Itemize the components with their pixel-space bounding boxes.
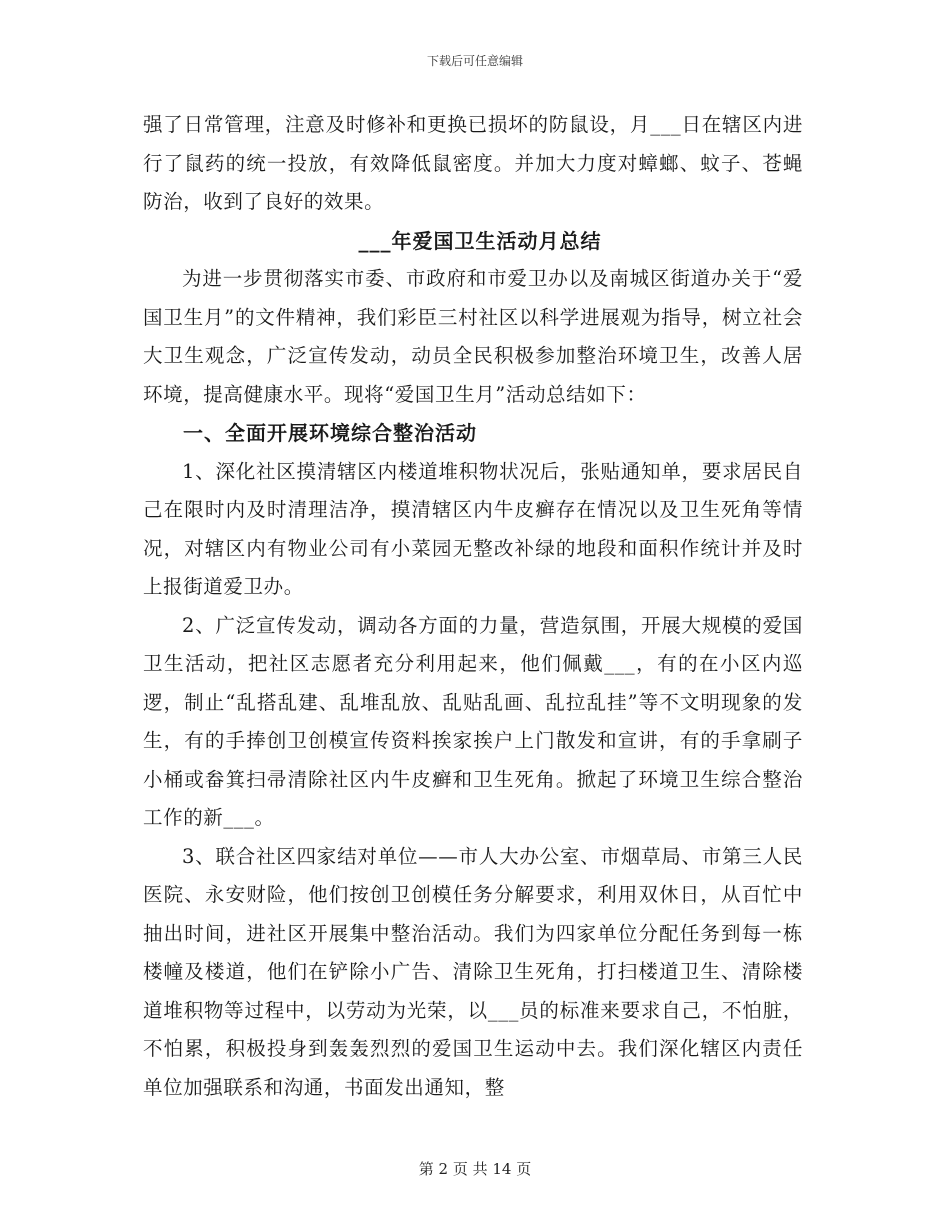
paragraph-intro: 为进一步贯彻落实市委、市政府和市爱卫办以及南城区街道办关于“爱国卫生月”的文件精神，我们彩臣三村社区以科学进展观为指导，树立社会大卫生观念，广泛宣传发动，动员全民积极参加整治环境卫生，改善人居环境，提高健康水平。现将“爱国卫生月”活动总结如下： xyxy=(143,267,803,406)
document-title: ___年爱国卫生活动月总结 xyxy=(358,228,602,253)
paragraph-item-3: 3、联合社区四家结对单位——市人大办公室、市烟草局、市第三人民医院、永安财险，他们按创卫创模任务分解要求，利用双休日，从百忙中抽出时间，进社区开展集中整治活动。我们为四家单位分配任务到每一栋楼幢及楼道，他们在铲除小广告、清除卫生死角，打扫楼道卫生、清除楼道堆积物等过程中，以劳动为光荣，以___员的标准来要求自己，不怕脏，不怕累，积极投身到轰轰烈烈的爱国卫生运动中去。我们深化辖区内责任单位加强联系和沟通，书面发出通知，整 xyxy=(143,844,803,1099)
document-body xyxy=(143,106,803,1107)
paragraph-item-1: 1、深化社区摸清辖区内楼道堆积物状况后，张贴通知单，要求居民自己在限时内及时清理洁净，摸清辖区内牛皮癣存在情况以及卫生死角等情况，对辖区内有物业公司有小菜园无整改补绿的地段和面积作统计并及时上报街道爱卫办。 xyxy=(143,459,803,598)
page-number: 第 2 页 共 14 页 xyxy=(418,1160,532,1178)
page-header-note: 下载后可任意编辑 xyxy=(426,54,523,68)
paragraph-item-2: 2、广泛宣传发动，调动各方面的力量，营造氛围，开展大规模的爱国卫生活动，把社区志愿者充分利用起来，他们佩戴___，有的在小区内巡逻，制止“乱搭乱建、乱堆乱放、乱贴乱画、乱拉乱挂”等不文明现象的发生，有的手捧创卫创模宣传资料挨家挨户上门散发和宣讲，有的手拿刷子小桶或畚箕扫帚清除社区内牛皮癣和卫生死角。掀起了环境卫生综合整治工作的新___。 xyxy=(143,613,803,829)
paragraph-continuation: 强了日常管理，注意及时修补和更换已损坏的防鼠设，月___日在辖区内进行了鼠药的统一投放，有效降低鼠密度。并加大力度对蟑螂、蚊子、苍蝇防治，收到了良好的效果。 xyxy=(143,113,803,213)
section-heading: 一、全面开展环境综合整治活动 xyxy=(183,421,477,445)
